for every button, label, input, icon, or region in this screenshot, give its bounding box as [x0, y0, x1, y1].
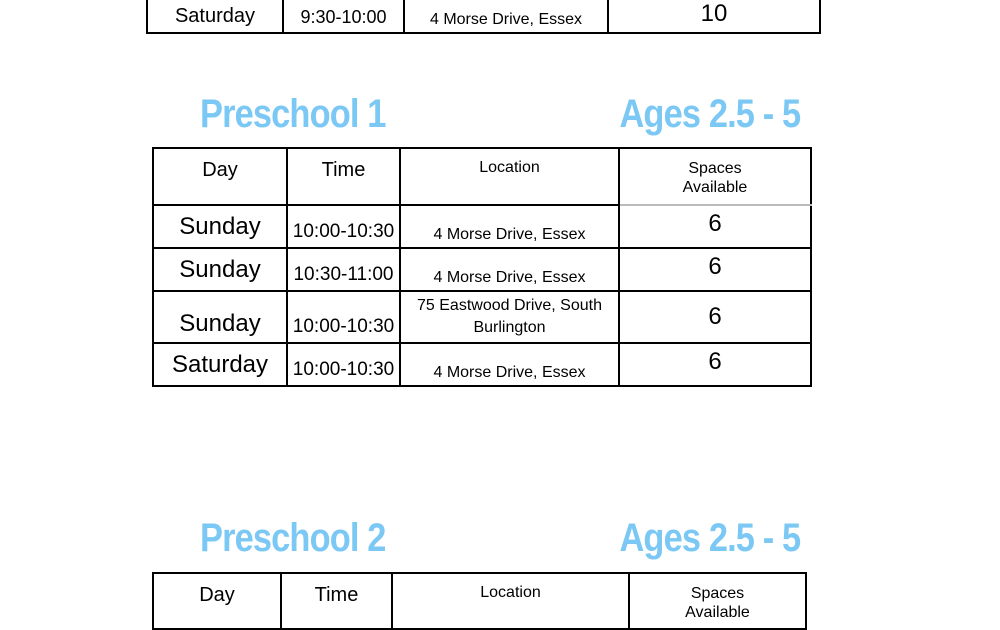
time-cell: 10:30-11:00: [287, 248, 400, 291]
time-cell: 10:00-10:30: [287, 205, 400, 248]
section-ages-preschool-1: Ages 2.5 - 5: [619, 92, 800, 136]
day-cell: Saturday: [153, 343, 287, 386]
schedule-table-preschool-2: [152, 572, 807, 630]
schedule-table-previous: [146, 0, 821, 34]
schedule-table-preschool-1: [152, 147, 812, 387]
section-ages-preschool-2: Ages 2.5 - 5: [619, 516, 800, 560]
time-cell: 9:30-10:00: [283, 0, 404, 33]
header-spaces: [619, 148, 811, 205]
table-row: [153, 248, 811, 291]
header-day: Day: [153, 573, 281, 629]
header-time: Time: [281, 573, 392, 629]
location-line2: Burlington: [473, 319, 546, 336]
location-line1: 75 Eastwood Drive, South: [417, 297, 602, 314]
table-header-row: [153, 573, 806, 629]
spaces-cell: 6: [619, 248, 811, 291]
table-row: [153, 205, 811, 248]
day-cell: Saturday: [147, 0, 283, 33]
location-cell: 4 Morse Drive, Essex: [400, 248, 619, 291]
day-cell: Sunday: [153, 291, 287, 343]
day-cell: Sunday: [153, 205, 287, 248]
table-header-row: [153, 148, 811, 205]
header-location: Location: [400, 148, 619, 205]
header-spaces-line2: Available: [685, 604, 750, 621]
spaces-cell: 6: [619, 343, 811, 386]
section-title-preschool-1: Preschool 1: [200, 92, 386, 136]
header-spaces-line1: Spaces: [688, 160, 742, 177]
header-spaces-line1: Spaces: [690, 585, 745, 602]
table-row: [147, 0, 820, 33]
location-cell: 4 Morse Drive, Essex: [404, 0, 608, 33]
location-cell: [400, 291, 619, 343]
time-cell: 10:00-10:30: [287, 343, 400, 386]
table-row: [153, 291, 811, 343]
spaces-cell: 10: [608, 0, 820, 33]
location-cell: 4 Morse Drive, Essex: [400, 343, 619, 386]
header-location: Location: [392, 573, 629, 629]
header-day: Day: [153, 148, 287, 205]
location-cell: 4 Morse Drive, Essex: [400, 205, 619, 248]
header-spaces-line2: Available: [682, 179, 748, 196]
day-cell: Sunday: [153, 248, 287, 291]
section-title-preschool-2: Preschool 2: [200, 516, 386, 560]
header-spaces: [629, 573, 806, 629]
spaces-cell: 6: [619, 291, 811, 343]
table-row: [153, 343, 811, 386]
spaces-cell: 6: [619, 205, 811, 248]
header-time: Time: [287, 148, 400, 205]
time-cell: 10:00-10:30: [287, 291, 400, 343]
